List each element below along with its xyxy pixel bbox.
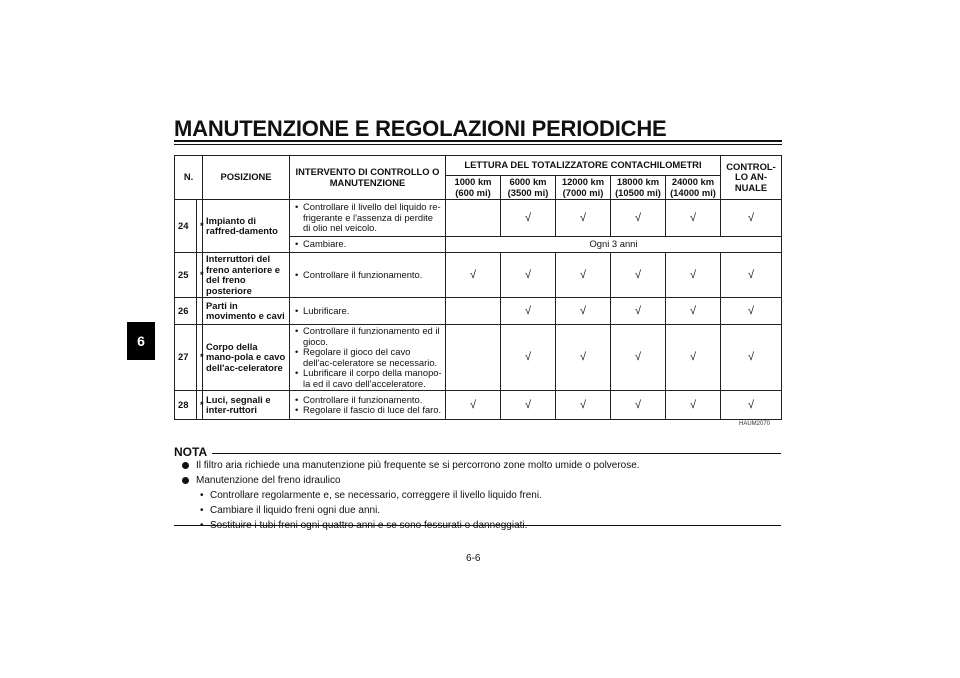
row-star: * bbox=[197, 253, 203, 298]
nota-subitem: • Sostituire i tubi freni ogni quattro anni e se sono fessurati o danneggiati. bbox=[182, 518, 782, 533]
row-star: * bbox=[197, 391, 203, 420]
row-position: Corpo della mano-pola e cavo dell'ac-celeratore bbox=[203, 325, 290, 391]
row-number: 27 bbox=[175, 325, 197, 391]
check-cell: √ bbox=[611, 325, 666, 391]
header-interval: 1000 km (600 mi) bbox=[446, 176, 501, 200]
check-cell: √ bbox=[721, 325, 782, 391]
check-cell: √ bbox=[666, 391, 721, 420]
schedule-cell: Ogni 3 anni bbox=[446, 237, 782, 253]
check-cell: √ bbox=[501, 391, 556, 420]
check-cell: √ bbox=[501, 200, 556, 237]
maintenance-table bbox=[174, 155, 782, 420]
check-cell: √ bbox=[501, 253, 556, 298]
header-interval: 24000 km (14000 mi) bbox=[666, 176, 721, 200]
check-cell: √ bbox=[556, 325, 611, 391]
table-row bbox=[175, 391, 782, 420]
check-cell: √ bbox=[666, 298, 721, 325]
table-row bbox=[175, 253, 782, 298]
header-interval: 18000 km (10500 mi) bbox=[611, 176, 666, 200]
check-cell: √ bbox=[666, 253, 721, 298]
check-cell bbox=[446, 200, 501, 237]
check-cell bbox=[446, 298, 501, 325]
header-odometer: LETTURA DEL TOTALIZZATORE CONTACHILOMETRI bbox=[446, 156, 721, 176]
check-cell: √ bbox=[556, 298, 611, 325]
title-rule bbox=[174, 140, 782, 145]
check-cell: √ bbox=[501, 325, 556, 391]
header-interval: 12000 km (7000 mi) bbox=[556, 176, 611, 200]
check-cell: √ bbox=[666, 200, 721, 237]
check-cell: √ bbox=[721, 298, 782, 325]
nota-body bbox=[182, 458, 782, 533]
header-position: POSIZIONE bbox=[203, 156, 290, 200]
row-number: 25 bbox=[175, 253, 197, 298]
check-cell: √ bbox=[556, 391, 611, 420]
row-number: 26 bbox=[175, 298, 197, 325]
header-n: N. bbox=[175, 156, 203, 200]
check-cell: √ bbox=[611, 200, 666, 237]
check-cell: √ bbox=[446, 391, 501, 420]
row-operation: • Controllare il funzionamento ed il gioco. • Regolare il gioco del cavo dell'ac-celeratore se necessario. • Lubrificare il corpo della manopo-la ed il cavo dell'acceleratore. bbox=[290, 325, 446, 391]
nota-heading: NOTA bbox=[174, 445, 208, 459]
check-cell: √ bbox=[611, 391, 666, 420]
check-cell: √ bbox=[721, 200, 782, 237]
page-title: MANUTENZIONE E REGOLAZIONI PERIODICHE bbox=[174, 116, 667, 141]
check-cell: √ bbox=[556, 253, 611, 298]
header-operation: INTERVENTO DI CONTROLLO O MANUTENZIONE bbox=[290, 156, 446, 200]
check-cell: √ bbox=[611, 253, 666, 298]
header-annual: CONTROL-LO AN-NUALE bbox=[721, 156, 782, 200]
row-position: Luci, segnali e inter-ruttori bbox=[203, 391, 290, 420]
row-operation: • Controllare il funzionamento. bbox=[290, 253, 446, 298]
table-row bbox=[175, 200, 782, 237]
row-number: 28 bbox=[175, 391, 197, 420]
check-cell: √ bbox=[721, 253, 782, 298]
row-position: Interruttori del freno anteriore e del freno posteriore bbox=[203, 253, 290, 298]
nota-subitem: • Cambiare il liquido freni ogni due anni. bbox=[182, 503, 782, 518]
check-cell: √ bbox=[721, 391, 782, 420]
check-cell: √ bbox=[501, 298, 556, 325]
row-operation: • Controllare il funzionamento. • Regolare il fascio di luce del faro. bbox=[290, 391, 446, 420]
section-tab: 6 bbox=[127, 322, 155, 360]
row-position: Impianto di raffred-damento bbox=[203, 200, 290, 253]
figure-code: HAUM2070 bbox=[739, 421, 771, 427]
row-operation: • Controllare il livello del liquido re-frigerante e l'assenza di perdite di olio nel veicolo. bbox=[290, 200, 446, 237]
table-row bbox=[175, 298, 782, 325]
check-cell: √ bbox=[666, 325, 721, 391]
row-operation: • Lubrificare. bbox=[290, 298, 446, 325]
row-star: * bbox=[197, 200, 203, 253]
nota-item: Manutenzione del freno idraulico bbox=[182, 473, 782, 488]
check-cell: √ bbox=[446, 253, 501, 298]
check-cell bbox=[446, 325, 501, 391]
page-number: 6-6 bbox=[466, 553, 481, 564]
bullet-icon bbox=[182, 477, 189, 484]
check-cell: √ bbox=[611, 298, 666, 325]
nota-bottom-rule bbox=[174, 525, 781, 526]
row-operation: • Cambiare. bbox=[290, 237, 446, 253]
table-row bbox=[175, 325, 782, 391]
check-cell: √ bbox=[556, 200, 611, 237]
row-star: * bbox=[197, 325, 203, 391]
row-number: 24 bbox=[175, 200, 197, 253]
row-position: Parti in movimento e cavi bbox=[203, 298, 290, 325]
header-interval: 6000 km (3500 mi) bbox=[501, 176, 556, 200]
nota-item: Il filtro aria richiede una manutenzione più frequente se si percorrono zone molto umide o polverose. bbox=[182, 458, 782, 473]
bullet-icon bbox=[182, 462, 189, 469]
nota-subitem: • Controllare regolarmente e, se necessario, correggere il livello liquido freni. bbox=[182, 488, 782, 503]
nota-rule bbox=[212, 453, 781, 454]
